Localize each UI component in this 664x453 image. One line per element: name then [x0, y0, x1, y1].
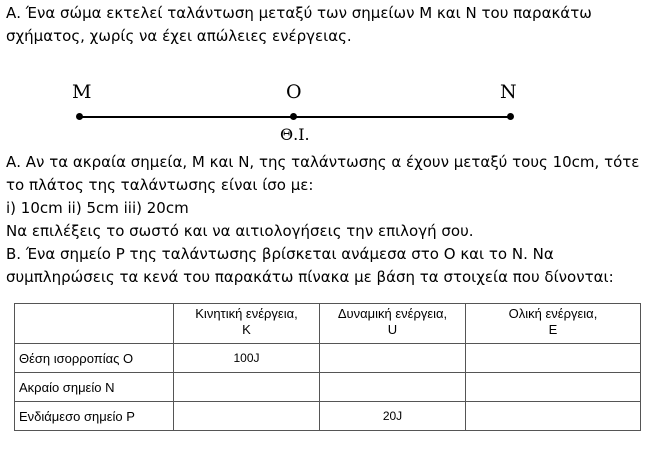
table-cell: 20J [320, 402, 466, 431]
header-kinetic: Κινητική ενέργεια, K [174, 304, 320, 344]
question-text [6, 151, 639, 289]
table-cell [174, 373, 320, 402]
question-line-1: Α. Αν τα ακραία σημεία, Μ και Ν, της ταλάντωσης α έχουν μεταξύ τους 10cm, τότε [6, 153, 640, 171]
table-cell [466, 373, 641, 402]
header-total: Ολική ενέργεια, E [466, 304, 641, 344]
table-header-row [15, 304, 641, 344]
table-row [15, 344, 641, 373]
header-cell-empty [15, 304, 174, 344]
question-line-3: i) 10cm ii) 5cm iii) 20cm [6, 199, 189, 217]
oscillation-diagram [0, 75, 664, 150]
intro-text [6, 2, 592, 48]
label-o: O [286, 81, 302, 103]
table-row [15, 402, 641, 431]
row-label: Ακραίο σημείο Ν [15, 373, 174, 402]
table-row [15, 373, 641, 402]
table-cell: 100J [174, 344, 320, 373]
question-line-5: Β. Ένα σημείο Ρ της ταλάντωσης βρίσκεται ανάμεσα στο Ο και το Ν. Να [6, 245, 554, 263]
label-m: M [72, 81, 92, 103]
question-line-2: το πλάτος της ταλάντωσης είναι ίσο με: [6, 176, 314, 194]
equilibrium-label: Θ.Ι. [280, 125, 310, 144]
row-label: Θέση ισορροπίας Ο [15, 344, 174, 373]
header-potential: Δυναμική ενέργεια, U [320, 304, 466, 344]
point-o-dot [290, 113, 297, 120]
point-n-dot [507, 113, 514, 120]
intro-line-1: Α. Ένα σώμα εκτελεί ταλάντωση μεταξύ των σημείων Μ και Ν του παρακάτω [6, 4, 592, 22]
table-cell [320, 373, 466, 402]
question-line-4: Να επιλέξεις το σωστό και να αιτιολογήσεις την επιλογή σου. [6, 222, 474, 240]
question-line-6: συμπληρώσεις τα κενά του παρακάτω πίνακα με βάση τα στοιχεία που δίνονται: [6, 268, 614, 286]
table-cell [466, 402, 641, 431]
energy-table [14, 303, 641, 431]
table-cell [466, 344, 641, 373]
row-label: Ενδιάμεσο σημείο Ρ [15, 402, 174, 431]
table-cell [174, 402, 320, 431]
table-cell [320, 344, 466, 373]
label-n: N [500, 81, 517, 103]
point-m-dot [76, 113, 83, 120]
intro-line-2: σχήματος, χωρίς να έχει απώλειες ενέργειας. [6, 27, 352, 45]
